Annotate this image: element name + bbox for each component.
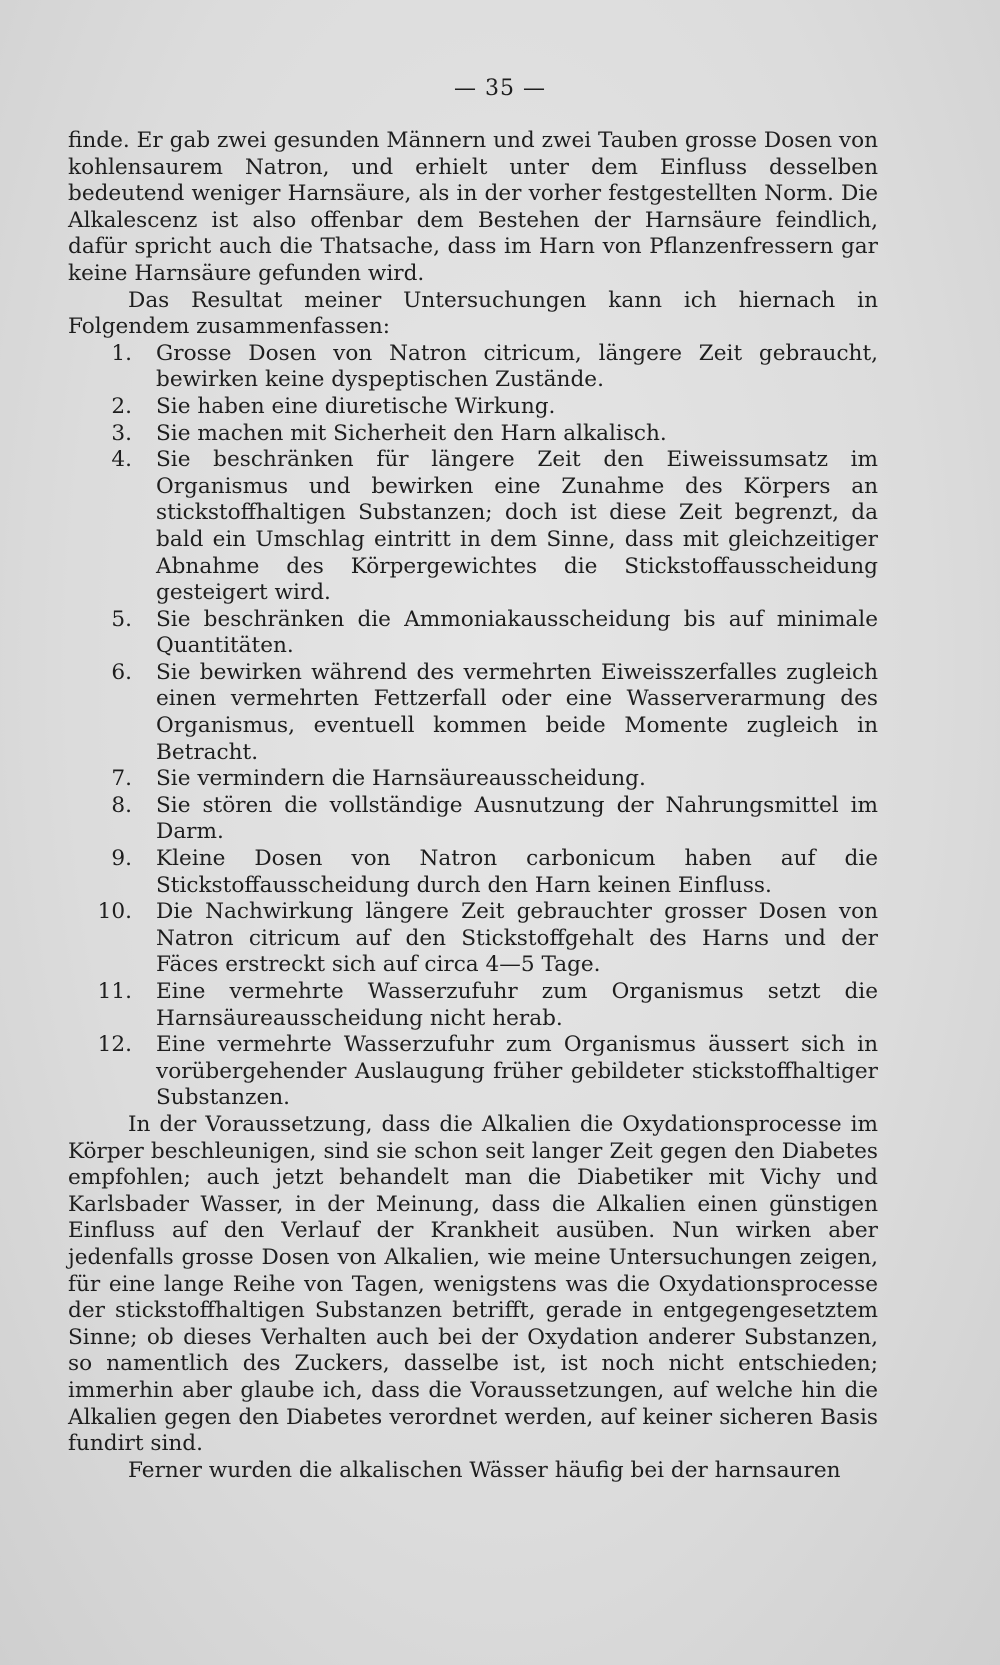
list-number: 5.	[111, 606, 132, 632]
list-item	[68, 607, 878, 660]
list-item	[68, 1032, 878, 1112]
list-number: 8.	[111, 792, 132, 818]
list-text: Sie beschränken die Ammoniakausscheidung bis auf minimale Quantitäten.	[156, 606, 878, 659]
list-text: Sie haben eine diuretische Wirkung.	[156, 393, 556, 419]
list-item	[68, 341, 878, 394]
list-item	[68, 766, 878, 793]
list-number: 4.	[111, 447, 132, 473]
paragraph: Das Resultat meiner Untersuchungen kann ich hiernach in Folgendem zusammenfassen:	[68, 287, 878, 340]
list-text: Sie beschränken für längere Zeit den Eiweissumsatz im Organismus und bewirken eine Zunahme des Körpers an stickstoffhaltigen Substanzen; doch ist diese Zeit begrenzt, da bald ein Umschlag eintritt in dem Sinne, dass mit gleichzeitiger Abnahme des Körpergewichtes die Stickstoffausscheidung gesteigert wird.	[156, 447, 878, 606]
list-number: 12.	[97, 1032, 132, 1058]
page-number: — 35 —	[454, 76, 546, 101]
list-text: Sie bewirken während des vermehrten Eiweisszerfalles zugleich einen vermehrten Fettzerfall oder eine Wasserverarmung des Organismus, eventuell kommen beide Momente zugleich in Betracht.	[156, 659, 878, 765]
paragraph: In der Voraussetzung, dass die Alkalien die Oxydationsprocesse im Körper beschleunigen, sind sie schon seit langer Zeit gegen den Diabetes empfohlen; auch jetzt behandelt man die Diabetiker mit Vichy und Karlsbader Wasser, in der Meinung, dass die Alkalien einen günstigen Einfluss auf den Verlauf der Krankheit ausüben. Nun wirken aber jedenfalls grosse Dosen von Alkalien, wie meine Untersuchungen zeigen, für eine lange Reihe von Tagen, wenigstens was die Oxydationsprocesse der stickstoffhaltigen Substanzen betrifft, gerade in entgegengesetztem Sinne; ob dieses Verhalten auch bei der Oxydation anderer Substanzen, so namentlich des Zuckers, dasselbe ist, ist noch nicht entschieden; immerhin aber glaube ich, dass die Voraussetzungen, auf welche hin die Alkalien gegen den Diabetes verordnet werden, auf keiner sicheren Basis fundirt sind.	[68, 1111, 878, 1457]
list-number: 11.	[97, 979, 132, 1004]
paragraph: Ferner wurden die alkalischen Wässer häufig bei der harnsauren	[128, 1457, 841, 1483]
conclusions-list	[68, 341, 878, 1112]
list-item	[68, 394, 878, 421]
list-item	[68, 899, 878, 979]
list-number: 7.	[111, 766, 132, 792]
page-body	[68, 128, 878, 1484]
list-number: 9.	[111, 846, 132, 872]
list-item	[68, 793, 878, 846]
list-item	[68, 447, 878, 607]
list-number: 6.	[111, 659, 132, 685]
list-text: Die Nachwirkung längere Zeit gebrauchter grosser Dosen von Natron citricum auf den Stickstoffgehalt des Harns und der Fäces erstreckt sich auf circa 4—5 Tage.	[156, 899, 878, 978]
list-text: Kleine Dosen von Natron carbonicum haben auf die Stickstoffausscheidung durch den Harn keinen Einfluss.	[156, 846, 878, 898]
list-number: 1.	[111, 340, 132, 366]
list-item	[68, 660, 878, 766]
list-text: Eine vermehrte Wasserzufuhr zum Organismus setzt die Harnsäureausscheidung nicht herab.	[156, 979, 878, 1031]
list-text: Sie stören die vollständige Ausnutzung der Nahrungsmittel im Darm.	[156, 792, 878, 845]
paragraph: finde. Er gab zwei gesunden Männern und zwei Tauben grosse Dosen von kohlensaurem Natron, und erhielt unter dem Einfluss desselben bedeutend weniger Harnsäure, als in der vorher festgestellten Norm. Die Alkalescenz ist also offenbar dem Bestehen der Harnsäure feindlich, dafür spricht auch die Thatsache, dass im Harn von Pflanzenfressern gar keine Harnsäure gefunden wird.	[68, 128, 878, 286]
list-number: 2.	[111, 393, 132, 419]
list-text: Grosse Dosen von Natron citricum, längere Zeit gebraucht, bewirken keine dyspeptischen Zustände.	[156, 340, 878, 393]
list-item	[68, 846, 878, 899]
list-item	[68, 979, 878, 1032]
list-item	[68, 421, 878, 448]
list-text: Sie vermindern die Harnsäureausscheidung.	[156, 766, 646, 792]
list-number: 10.	[97, 899, 132, 925]
list-number: 3.	[111, 420, 132, 446]
list-text: Sie machen mit Sicherheit den Harn alkalisch.	[156, 420, 667, 446]
list-text: Eine vermehrte Wasserzufuhr zum Organismus äussert sich in vorübergehender Auslaugung früher gebildeter stickstoffhaltiger Substanzen.	[156, 1032, 878, 1111]
